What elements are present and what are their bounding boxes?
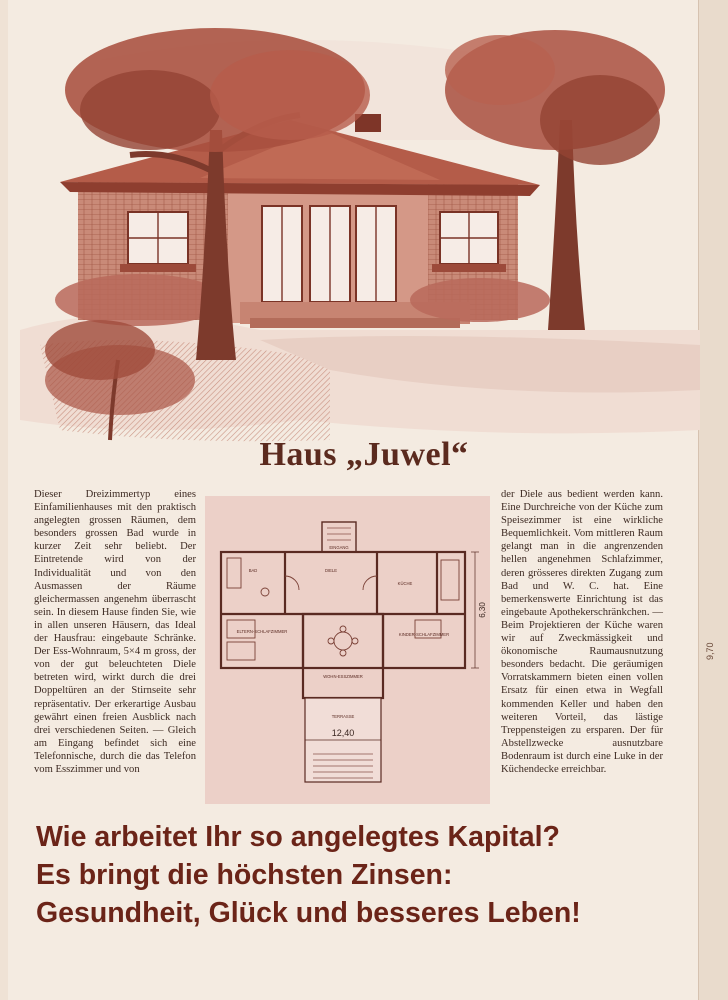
label-eltern: ELTERN-SCHLAFZIMMER xyxy=(236,629,288,634)
house-illustration xyxy=(0,0,728,450)
label-diele: DIELE xyxy=(324,568,338,573)
dimension-depth: 6,30 xyxy=(478,602,487,618)
description-left: Dieser Dreizimmertyp eines Einfamilienhauses mit den praktisch angelegten grossen Räumen, dem besonders grossen Bad wurde in kurzer Zeit sehr beliebt. Der Eintretende wird von der Individualität und von den Ausmassen der Räume gleichermassen angenehm überrascht sein. In diesem Hause finden Sie, wie in allen unseren Häusern, das Ideal der Hausfrau: eingebaute Schränke. Der Ess-Wohnraum, 5×4 m gross, der von der gut beleuchteten Diele betreten wird, wirkt durch die drei Doppeltüren an der Stirnseite sehr repräsentativ. Der erkerartige Ausbau gewährt einen freien Ausblick nach drei verschiedenen Seiten. — Gleich am Eingang befindet sich eine Telefonnische, durch die das Telefon vom Esszimmer und von xyxy=(34,489,196,775)
margin-dimension: 9,70 xyxy=(705,642,715,660)
label-kueche: KÜCHE xyxy=(397,581,413,586)
slogan-line-2: Es bringt die höchsten Zinsen: xyxy=(36,859,453,891)
label-kinder: KINDER-SCHLAFZIMMER xyxy=(398,632,450,637)
floor-plan-drawing xyxy=(205,496,490,804)
slogan xyxy=(36,818,696,932)
description-right: der Diele aus bedient werden kann. Eine Durchreiche von der Küche zum Speisezimmer ist eine wirkliche Bequemlichkeit. Vom mittleren Raum gelangt man in die angrenzenden hellen angenehmen Schlafzimmer, deren grösseres direkten Zugang zum Bad und W. C. hat. Eine bemerkenswerte Einrichtung ist das eingebaute Apothekerschränkchen. — Beim Projektieren der Küche waren wir auf Zweckmässigkeit und ökonomische Raumausnutzung besonders bedacht. Die geräumigen Vorratskammern bieten einen vollen Ersatz für einen etwa in Wegfall kommenden Keller und haben den weiteren Vorteil, das lästige Treppensteigen zu ersparen. Der für Abstellzwecke ausnutzbare Bodenraum ist durch eine Luke in der Küchendecke erreichbar. xyxy=(501,489,663,775)
page-title: Haus „Juwel“ xyxy=(259,436,469,473)
floor-plan xyxy=(205,496,490,804)
label-entrance: EINGANG xyxy=(329,545,349,550)
slogan-line-1: Wie arbeitet Ihr so angelegtes Kapital? xyxy=(36,821,560,853)
label-terrace: TERRASSE xyxy=(331,714,355,719)
label-bad: BAD xyxy=(248,568,258,573)
dimension-width: 12,40 xyxy=(331,728,355,738)
label-wohn: WOHN-ESSZIMMER xyxy=(323,674,363,679)
slogan-line-3: Gesundheit, Glück und besseres Leben! xyxy=(36,897,581,929)
